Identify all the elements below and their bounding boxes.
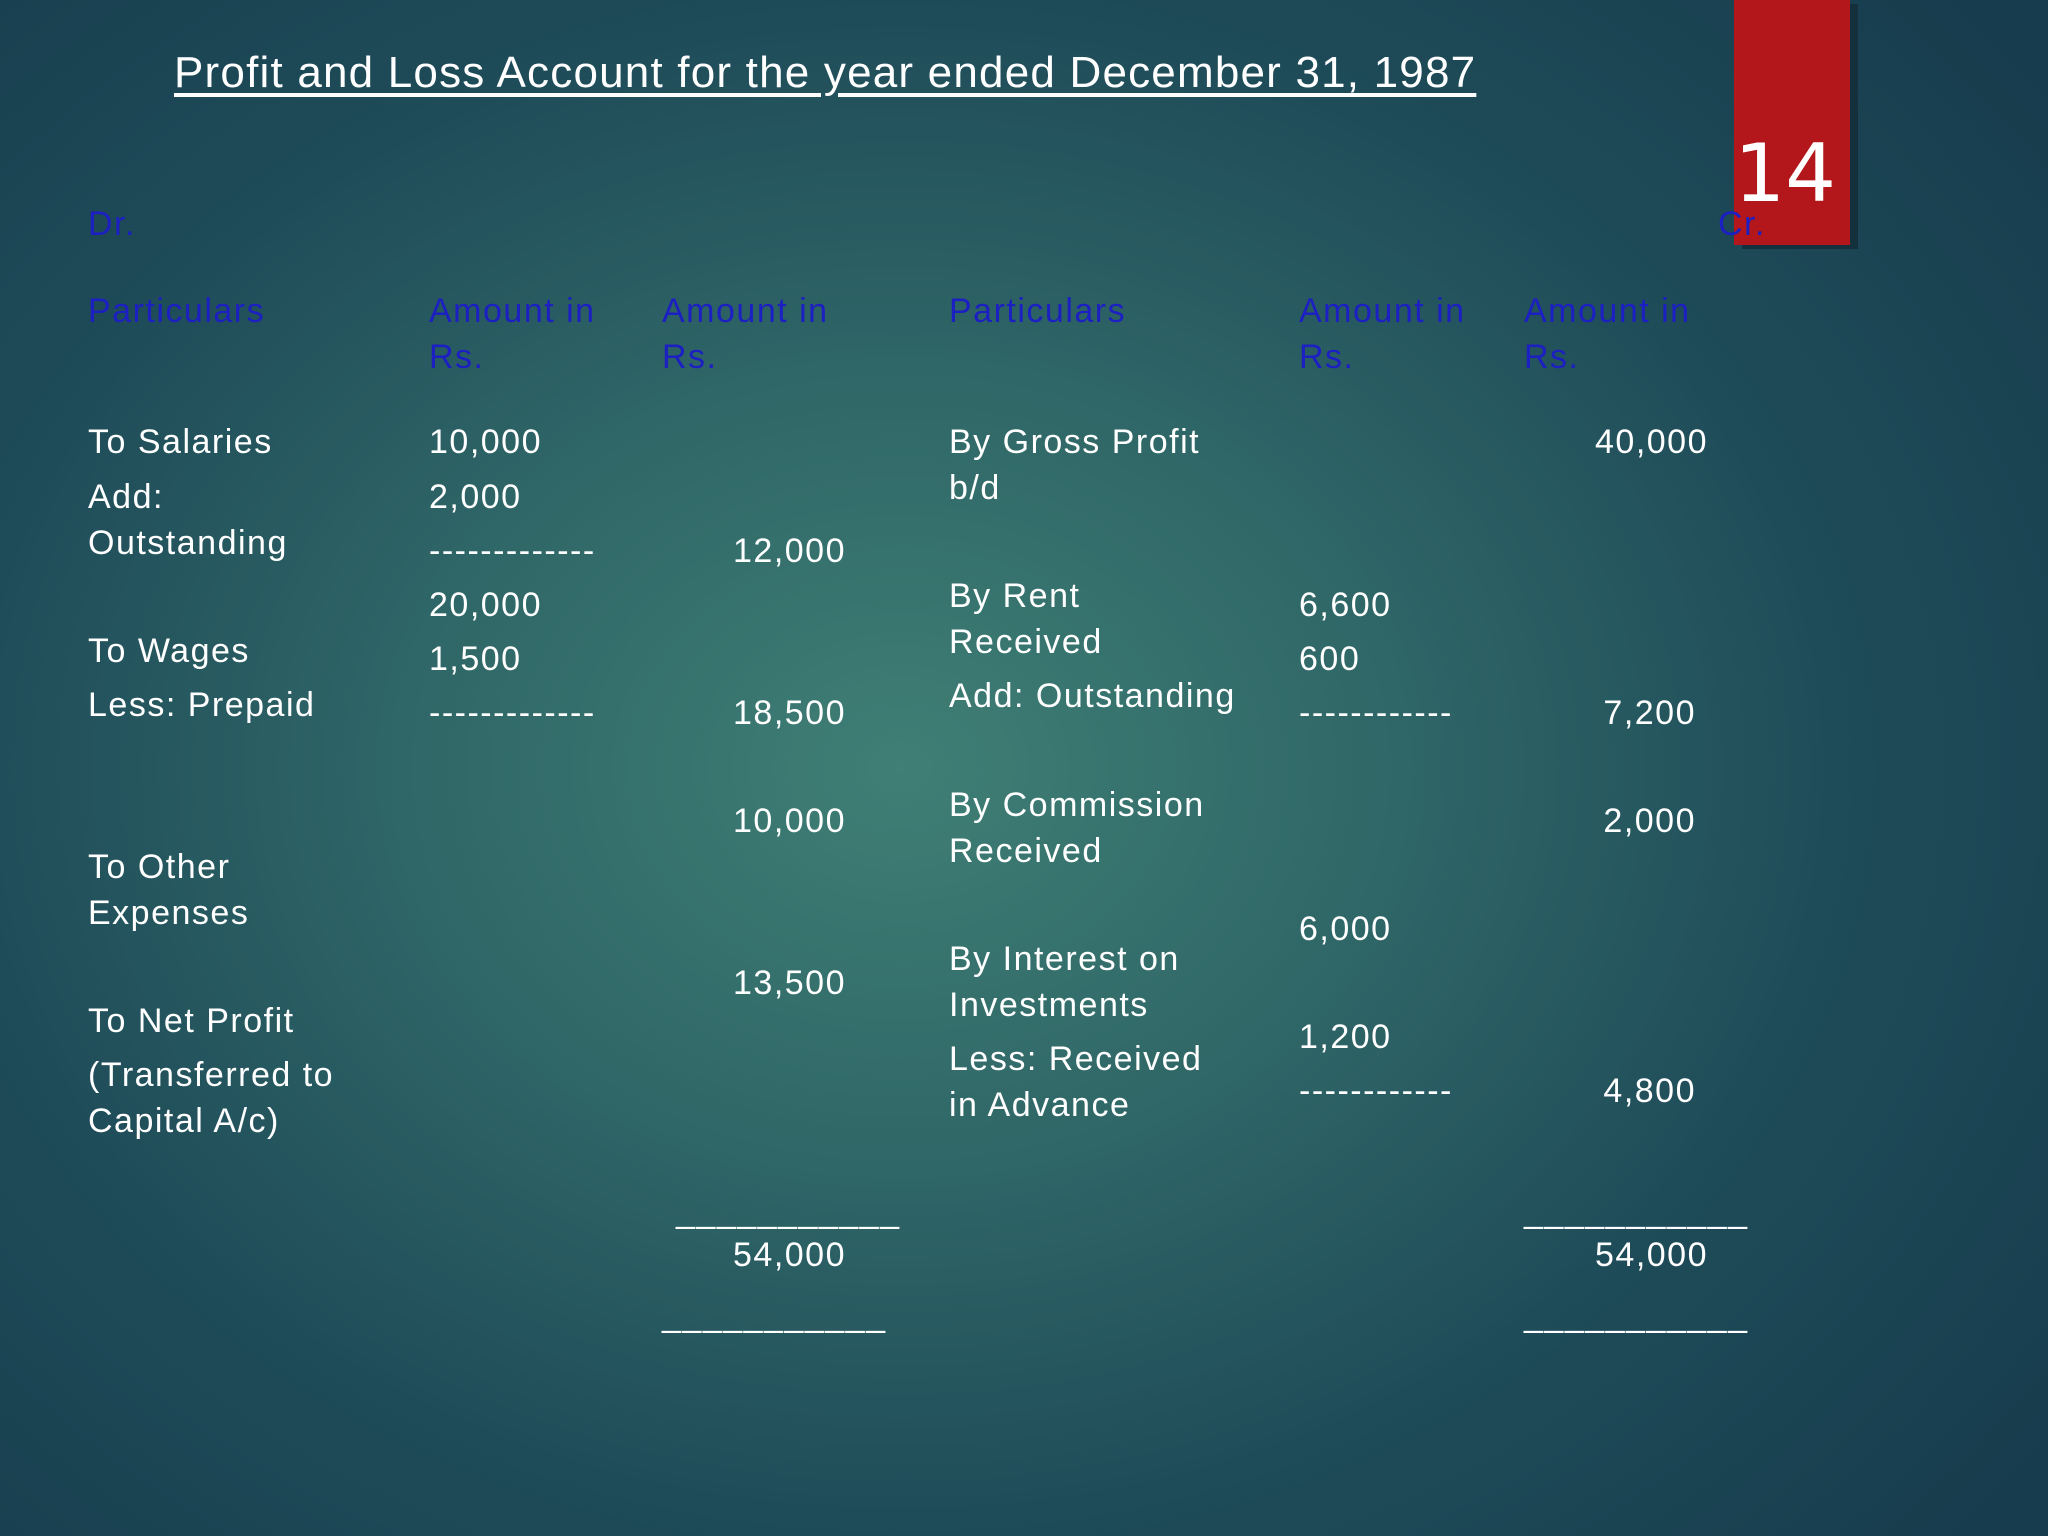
rent-dash-rule: ------------ — [1299, 694, 1453, 732]
rent-outstanding-amount: 600 — [1299, 640, 1361, 678]
credit-grand-total: 54,000 — [1595, 1236, 1708, 1274]
interest-total: 4,800 — [1603, 1072, 1696, 1110]
header-amount-left-2: Amount in Rs. — [662, 292, 829, 376]
less-prepaid-label: Less: Prepaid — [88, 686, 316, 724]
dr-label: Dr. — [88, 205, 136, 243]
credit-total-rule-top: ___________ — [1524, 1192, 1749, 1230]
header-amount-left-1: Amount in Rs. — [429, 292, 596, 376]
less-received-in-advance-label: Less: Received in Advance — [949, 1040, 1203, 1124]
other-expenses-label: To Other Expenses — [88, 848, 250, 932]
interest-dash-rule: ------------ — [1299, 1072, 1453, 1110]
debit-grand-total: 54,000 — [733, 1236, 846, 1274]
wages-dash-rule: ------------- — [429, 694, 596, 732]
salaries-amount: 10,000 — [429, 423, 542, 461]
page-number: 14 — [1734, 127, 1836, 220]
gross-profit-label: By Gross Profit b/d — [949, 423, 1201, 507]
salaries-total: 12,000 — [733, 532, 846, 570]
add-outstanding-label: Add: Outstanding — [88, 478, 288, 562]
salaries-label: To Salaries — [88, 423, 273, 461]
rent-received-label: By Rent Received — [949, 577, 1103, 661]
interest-on-investments-label: By Interest on Investments — [949, 940, 1180, 1024]
debit-total-rule-top: ___________ — [676, 1192, 901, 1230]
wages-label: To Wages — [88, 632, 250, 670]
header-amount-right-1: Amount in Rs. — [1299, 292, 1466, 376]
rent-amount: 6,600 — [1299, 586, 1392, 624]
salaries-dash-rule: ------------- — [429, 532, 596, 570]
debit-total-rule-bottom: ___________ — [662, 1296, 887, 1334]
header-particulars-right: Particulars — [949, 292, 1127, 330]
rent-total: 7,200 — [1603, 694, 1696, 732]
other-expenses-total: 10,000 — [733, 802, 846, 840]
gross-profit-total: 40,000 — [1595, 423, 1708, 461]
rent-add-outstanding-label: Add: Outstanding — [949, 677, 1236, 715]
commission-total: 2,000 — [1603, 802, 1696, 840]
prepaid-amount: 1,500 — [429, 640, 522, 678]
net-profit-note: (Transferred to Capital A/c) — [88, 1056, 335, 1140]
cr-label: Cr. — [1718, 205, 1766, 243]
header-amount-right-2: Amount in Rs. — [1524, 292, 1691, 376]
wages-total: 18,500 — [733, 694, 846, 732]
outstanding-salary-amount: 2,000 — [429, 478, 522, 516]
advance-amount: 1,200 — [1299, 1018, 1392, 1056]
net-profit-label: To Net Profit — [88, 1002, 295, 1040]
interest-amount: 6,000 — [1299, 910, 1392, 948]
commission-received-label: By Commission Received — [949, 786, 1205, 870]
credit-total-rule-bottom: ___________ — [1524, 1296, 1749, 1334]
net-profit-total: 13,500 — [733, 964, 846, 1002]
slide-title: Profit and Loss Account for the year ended December 31, 1987 — [174, 48, 1477, 97]
wages-amount: 20,000 — [429, 586, 542, 624]
header-particulars-left: Particulars — [88, 292, 266, 330]
